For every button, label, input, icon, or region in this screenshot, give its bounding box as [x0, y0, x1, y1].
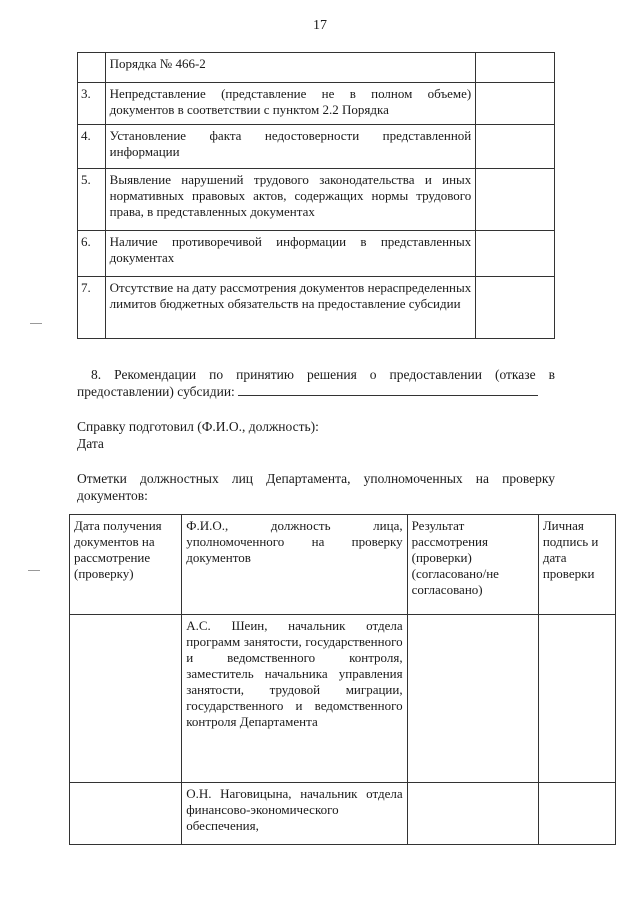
header-signature: Личная подпись и дата проверки	[538, 515, 615, 615]
row-number: 5.	[78, 169, 106, 231]
table-row	[70, 615, 616, 783]
row-text: Установление факта недостоверности представленной информации	[105, 125, 476, 169]
row-number: 4.	[78, 125, 106, 169]
recommendation-text: 8. Рекомендации по принятию решения о предоставлении (отказе в предоставлении) субсидии:	[77, 367, 555, 399]
cell-result	[407, 615, 538, 783]
scan-margin-mark	[28, 570, 40, 572]
cell-result	[407, 783, 538, 845]
cell-official: А.С. Шеин, начальник отдела программ занятости, государственного и ведомственного контроля, заместитель начальника управления занятости, трудовой миграции, государственного и ведомственного контроля Департамента	[182, 615, 407, 783]
row-result	[476, 83, 555, 125]
cell-date	[70, 783, 182, 845]
recommendation-blank-line[interactable]	[238, 383, 538, 396]
table-header-row	[70, 515, 616, 615]
marks-intro: Отметки должностных лиц Департамента, уполномоченных на проверку документов:	[77, 471, 555, 503]
header-result: Результат рассмотрения (проверки) (согласовано/не согласовано)	[407, 515, 538, 615]
table-row	[78, 169, 555, 231]
cell-date	[70, 615, 182, 783]
table-row	[70, 783, 616, 845]
cell-official: О.Н. Наговицына, начальник отдела финансово-экономического обеспечения,	[182, 783, 407, 845]
table-row	[78, 231, 555, 277]
cell-signature	[538, 783, 615, 845]
recommendation-paragraph	[77, 366, 555, 400]
row-result	[476, 231, 555, 277]
criteria-table	[77, 52, 555, 339]
row-text: Выявление нарушений трудового законодательства и иных нормативных правовых актов, содержащих нормы трудового права, в представленных документах	[105, 169, 476, 231]
row-number	[78, 53, 106, 83]
row-result	[476, 169, 555, 231]
table-row	[78, 277, 555, 339]
prepared-by-label: Справку подготовил (Ф.И.О., должность):	[77, 419, 319, 434]
page-number: 17	[313, 18, 327, 33]
row-number: 7.	[78, 277, 106, 339]
row-result	[476, 125, 555, 169]
header-date-received: Дата получения документов на рассмотрение (проверку)	[70, 515, 182, 615]
row-text: Непредставление (представление не в полном объеме) документов в соответствии с пунктом 2.2 Порядка	[105, 83, 476, 125]
scan-margin-mark	[30, 323, 42, 325]
table-row	[78, 53, 555, 83]
table-row	[78, 83, 555, 125]
cell-signature	[538, 615, 615, 783]
header-official: Ф.И.О., должность лица, уполномоченного на проверку документов	[182, 515, 407, 615]
prepared-by-block	[77, 418, 555, 452]
row-result	[476, 277, 555, 339]
officials-table	[69, 514, 616, 845]
row-number: 3.	[78, 83, 106, 125]
row-text: Наличие противоречивой информации в представленных документах	[105, 231, 476, 277]
date-label: Дата	[77, 436, 104, 451]
table-row	[78, 125, 555, 169]
row-text: Порядка № 466-2	[105, 53, 476, 83]
row-result	[476, 53, 555, 83]
row-text: Отсутствие на дату рассмотрения документов нераспределенных лимитов бюджетных обязательств на предоставление субсидии	[105, 277, 476, 339]
row-number: 6.	[78, 231, 106, 277]
